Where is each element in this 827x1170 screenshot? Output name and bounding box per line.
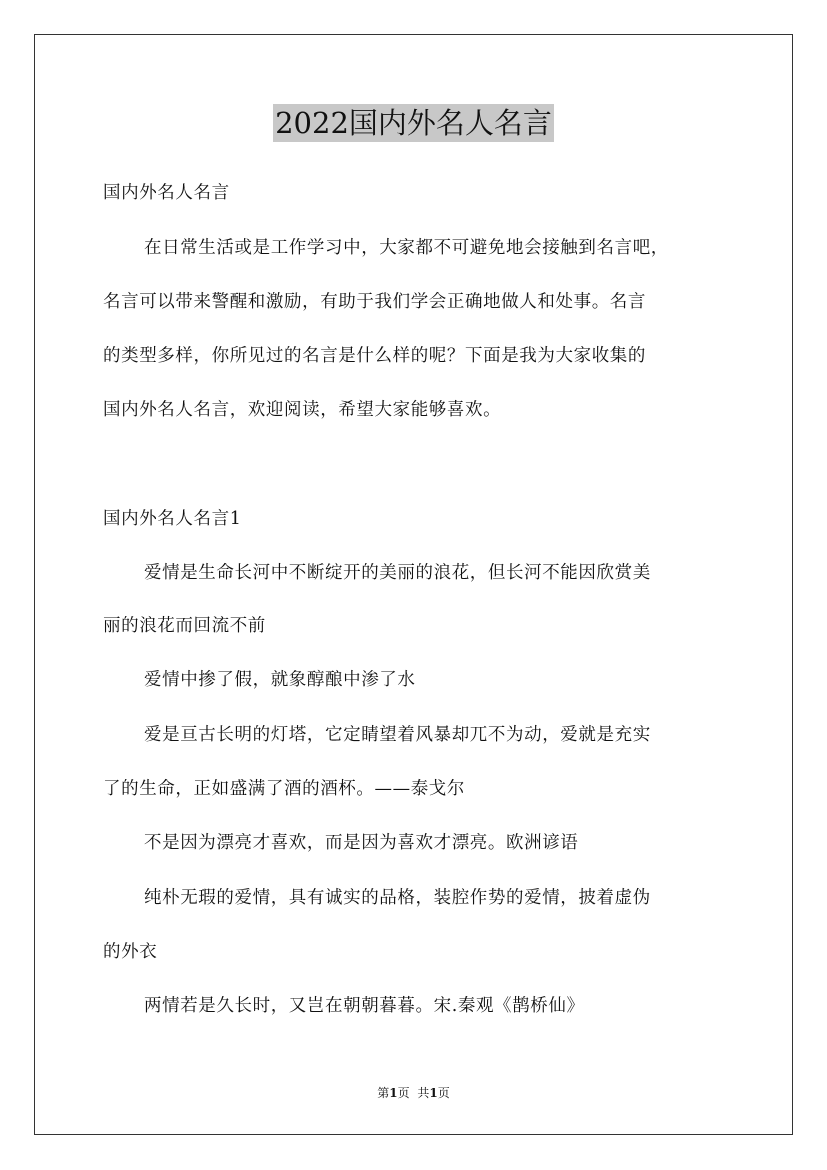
intro-line-1: 在日常生活或是工作学习中，大家都不可避免地会接触到名言吧， — [144, 238, 669, 258]
title-container — [0, 104, 827, 142]
page-footer — [0, 1084, 827, 1101]
total-suffix: 页 — [437, 1086, 450, 1100]
section-heading: 国内外名人名言1 — [103, 509, 242, 529]
intro-line-4: 国内外名人名言，欢迎阅读，希望大家能够喜欢。 — [103, 400, 502, 420]
total-prefix: 共 — [417, 1086, 430, 1100]
page-number: 1 — [389, 1086, 398, 1100]
quote-line: 了的生命，正如盛满了酒的酒杯。——泰戈尔 — [103, 779, 465, 799]
intro-line-3: 的类型多样，你所见过的名言是什么样的呢？下面是我为大家收集的 — [103, 346, 646, 366]
quote-line: 的外衣 — [103, 942, 158, 962]
quote-line: 不是因为漂亮才喜欢，而是因为喜欢才漂亮。欧洲谚语 — [144, 833, 579, 853]
quote-line: 两情若是久长时，又岂在朝朝暮暮。宋.秦观《鹊桥仙》 — [144, 996, 585, 1016]
quote-line: 爱情中掺了假，就象醇酿中渗了水 — [144, 670, 416, 690]
quote-line: 丽的浪花而回流不前 — [103, 616, 266, 636]
subtitle: 国内外名人名言 — [103, 183, 230, 203]
total-pages: 1 — [429, 1086, 438, 1100]
intro-line-2: 名言可以带来警醒和激励，有助于我们学会正确地做人和处事。名言 — [103, 292, 646, 312]
page-prefix: 第 — [377, 1086, 390, 1100]
quote-line: 爱是亘古长明的灯塔，它定睛望着风暴却兀不为动，爱就是充实 — [144, 725, 651, 745]
page-suffix: 页 — [397, 1086, 410, 1100]
quote-line: 纯朴无瑕的爱情，具有诚实的品格，装腔作势的爱情，披着虚伪 — [144, 888, 651, 908]
document-title: 2022国内外名人名言 — [275, 106, 552, 140]
quote-line: 爱情是生命长河中不断绽开的美丽的浪花，但长河不能因欣赏美 — [144, 563, 651, 583]
